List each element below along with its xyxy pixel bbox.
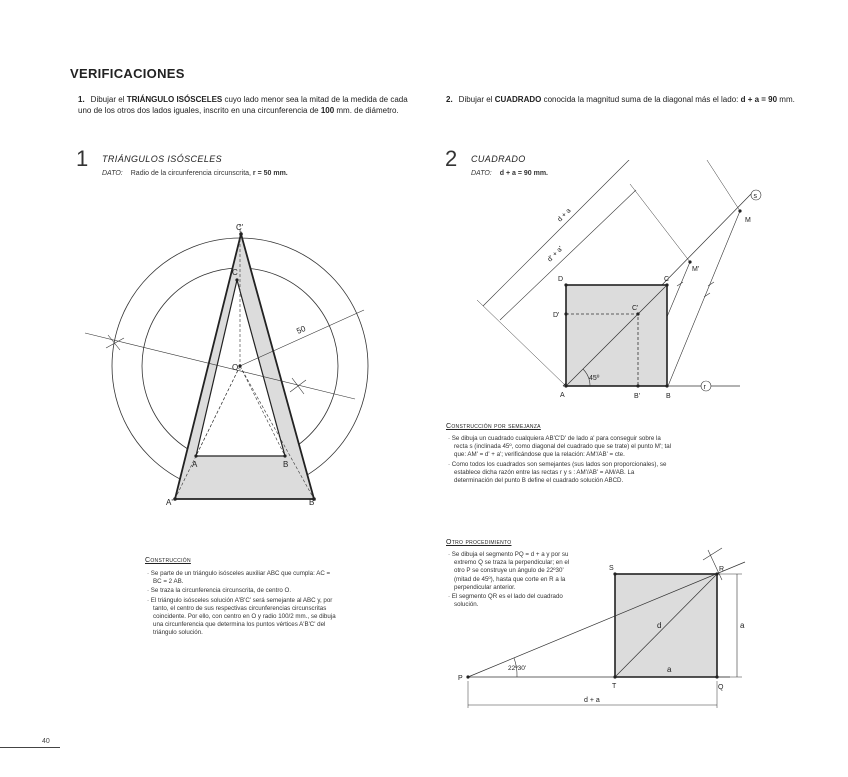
svg-text:M: M xyxy=(745,217,751,224)
svg-text:C': C' xyxy=(632,305,639,312)
exercise-1-statement: 1. Dibujar el TRIÁNGULO ISÓSCELES cuyo lado menor sea la mitad de la medida de cada uno de los otros dos lados iguales, inscrito en una circunferencia de 100 mm. de diámetro. xyxy=(78,95,408,115)
list-item: · Como todos los cuadrados son semejantes (sus lados son proporcionales), se establece dicha razón entre las rectas r y s : AM'/AB' = AM/AB. La determinación del punto B define el cuadrado solución ABCD. xyxy=(448,461,672,486)
construccion-list xyxy=(147,570,339,639)
svg-text:s: s xyxy=(753,193,757,200)
otro-heading: Otro procedimiento xyxy=(446,539,512,546)
label-c: C xyxy=(232,268,238,277)
label-b: B xyxy=(283,460,289,469)
exercise-1-number: 1. xyxy=(78,95,85,104)
label-r-circle xyxy=(701,381,711,391)
section-1-subtitle: TRIÁNGULOS ISÓSCELES xyxy=(102,154,223,164)
svg-text:B': B' xyxy=(634,393,641,400)
svg-text:45º: 45º xyxy=(589,375,600,382)
arc-tick-2 xyxy=(703,548,722,560)
list-item: · Se traza la circunferencia circunscrita, de centro O. xyxy=(147,587,339,595)
svg-text:C: C xyxy=(664,276,670,283)
tick-2 xyxy=(708,282,714,286)
label-radius: 50 xyxy=(295,323,307,336)
list-item: · El segmento QR es el lado del cuadrado solución. xyxy=(448,593,572,609)
list-item: · Se parte de un triángulo isósceles auxiliar ABC que cumpla: AC = BC = 2 AB. xyxy=(147,570,339,586)
parallel-m-b xyxy=(668,211,740,386)
svg-text:Q: Q xyxy=(718,684,724,691)
svg-text:A: A xyxy=(560,392,565,399)
label-o: O xyxy=(232,363,239,372)
svg-text:a: a xyxy=(740,621,745,630)
svg-text:22º30': 22º30' xyxy=(508,665,527,672)
label-c-prime: C' xyxy=(236,223,244,232)
svg-text:S: S xyxy=(609,565,614,572)
tick-3 xyxy=(704,293,710,297)
bisector-tick-1 xyxy=(108,335,120,350)
page-title: VERIFICACIONES xyxy=(70,66,185,81)
svg-text:d + a: d + a xyxy=(584,697,600,704)
svg-text:T: T xyxy=(612,683,617,690)
section-2-dato: DATO: d + a = 90 mm. xyxy=(471,170,548,177)
page-number: 40 xyxy=(42,738,50,745)
dim-line-d-plus-a xyxy=(483,160,677,306)
exercise-2-number: 2. xyxy=(446,95,453,104)
semejanza-list xyxy=(448,435,672,486)
svg-text:d + a: d + a xyxy=(556,207,573,224)
svg-text:d: d xyxy=(657,621,662,630)
svg-text:D: D xyxy=(558,276,564,283)
dim-ext-m1 xyxy=(672,160,740,211)
figure-isosceles-triangle xyxy=(70,200,400,530)
svg-text:d' + a': d' + a' xyxy=(546,245,565,264)
section-2-subtitle: CUADRADO xyxy=(471,154,526,164)
exercise-2-statement: 2. Dibujar el CUADRADO conocida la magnitud suma de la diagonal más el lado: d + a = 90 mm. xyxy=(446,95,795,104)
svg-text:B: B xyxy=(666,393,671,400)
dim-ext-mp xyxy=(630,184,690,262)
section-1-dato: DATO: Radio de la circunferencia circunscrita, r = 50 mm. xyxy=(102,170,288,177)
construccion-heading: Construcción xyxy=(145,557,191,564)
semejanza-heading: Construcción por semejanza xyxy=(446,423,541,430)
label-a-prime: A' xyxy=(166,498,173,507)
list-item: · Se dibuja un cuadrado cualquiera AB'C'D' de lado a' para conseguir sobre la recta s (inclinada 45º, como diagonal del cuadrado que se trate) el punto M'; tal que: AM' = d' + a'; verificándose que la relación: AM'/AB' = cte. xyxy=(448,435,672,460)
svg-text:R: R xyxy=(719,566,725,573)
footer-rule xyxy=(0,747,60,748)
figure-square-other-procedure xyxy=(455,540,755,710)
figure-square-similarity xyxy=(470,160,780,410)
section-1-number: 1 xyxy=(76,146,89,171)
svg-text:a: a xyxy=(667,665,672,674)
svg-text:P: P xyxy=(458,675,463,682)
label-a: A xyxy=(192,460,198,469)
svg-text:D': D' xyxy=(553,312,560,319)
section-2-number: 2 xyxy=(445,146,458,171)
list-item: · El triángulo isósceles solución A'B'C' será semejante al ABC y, por tanto, el centro de sus respectivas circunferencias circunscritas coincidente. Por ello, con centro en O y radio 100/2 mm., se dibuja una circunferencia que determina los puntos vértices A'B'C' del triángulo solución. xyxy=(147,597,339,638)
bisector-tick-4 xyxy=(290,380,306,392)
label-b-prime: B' xyxy=(309,498,316,507)
svg-text:r: r xyxy=(703,384,706,391)
list-item: · Se dibuja el segmento PQ = d + a y por su extremo Q se traza la perpendicular; en el otro P se construye un ángulo de 22º30' (mitad de 45º), hasta que corte en R a la perpendicular anterior. xyxy=(448,551,572,592)
svg-text:M': M' xyxy=(692,266,700,273)
